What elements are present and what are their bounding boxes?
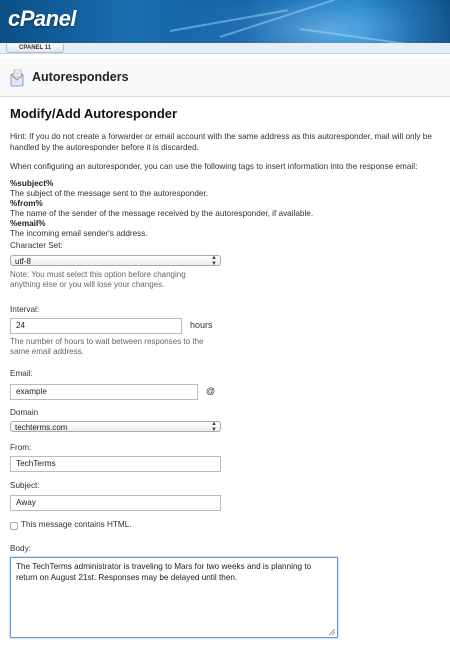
main-content xyxy=(10,106,440,239)
version-tab[interactable]: CPANEL 11 xyxy=(6,44,64,53)
interval-input[interactable]: 24 xyxy=(10,318,182,334)
resize-handle-icon[interactable] xyxy=(329,629,335,635)
interval-note: The number of hours to wait between responses to the same email address. xyxy=(10,337,204,356)
tag-description: The name of the sender of the message received by the autoresponder, if available. xyxy=(10,209,314,218)
autoresponder-icon xyxy=(9,69,25,87)
tag-name: %from% xyxy=(10,199,43,208)
charset-note: Note: You must select this option before changing anything else or you will lose your changes. xyxy=(10,270,186,289)
sub-bar xyxy=(0,43,450,54)
domain-value: techterms.com xyxy=(15,423,68,432)
charset-select[interactable] xyxy=(10,255,221,266)
tags-intro: When configuring an autoresponder, you can use the following tags to insert information into the response email: xyxy=(10,162,418,171)
tag-description: The subject of the message sent to the autoresponder. xyxy=(10,189,208,198)
hint-text: Hint: If you do not create a forwarder or email account with the same address as this autoresponder, mail will only be handled by the autoresponder before it is discarded. xyxy=(10,132,432,152)
email-label: Email: xyxy=(10,369,33,378)
form-heading: Modify/Add Autoresponder xyxy=(10,106,178,121)
body-text: The TechTerms administrator is traveling to Mars for two weeks and is planning to return on August 21st. Responses may be delayed until then. xyxy=(16,562,312,582)
tag-description: The incoming email sender's address. xyxy=(10,229,148,238)
subject-label: Subject: xyxy=(10,481,40,490)
charset-value: utf-8 xyxy=(15,257,32,266)
charset-label: Character Set: xyxy=(10,241,63,250)
interval-label: Interval: xyxy=(10,305,40,314)
header-banner xyxy=(0,0,450,43)
body-textarea[interactable] xyxy=(10,557,338,638)
domain-select[interactable] xyxy=(10,421,221,432)
from-input[interactable]: TechTerms xyxy=(10,456,221,472)
tag-list xyxy=(10,179,440,239)
cpanel-logo[interactable]: cPanel xyxy=(8,6,76,31)
at-sign: @ xyxy=(206,386,216,396)
select-arrows-icon: ▲ ▼ xyxy=(211,255,217,267)
page-title: Autoresponders xyxy=(32,70,129,84)
body-label: Body: xyxy=(10,544,31,553)
interval-unit: hours xyxy=(190,320,213,330)
domain-label: Domain xyxy=(10,408,39,417)
html-checkbox[interactable] xyxy=(10,522,18,530)
page-header xyxy=(0,58,450,97)
tag-name: %email% xyxy=(10,219,46,228)
email-input[interactable]: example xyxy=(10,384,198,400)
select-arrows-icon: ▲ ▼ xyxy=(211,421,217,433)
subject-input[interactable]: Away xyxy=(10,495,221,511)
tag-name: %subject% xyxy=(10,179,54,188)
html-checkbox-label: This message contains HTML. xyxy=(21,520,132,529)
from-label: From: xyxy=(10,443,32,452)
